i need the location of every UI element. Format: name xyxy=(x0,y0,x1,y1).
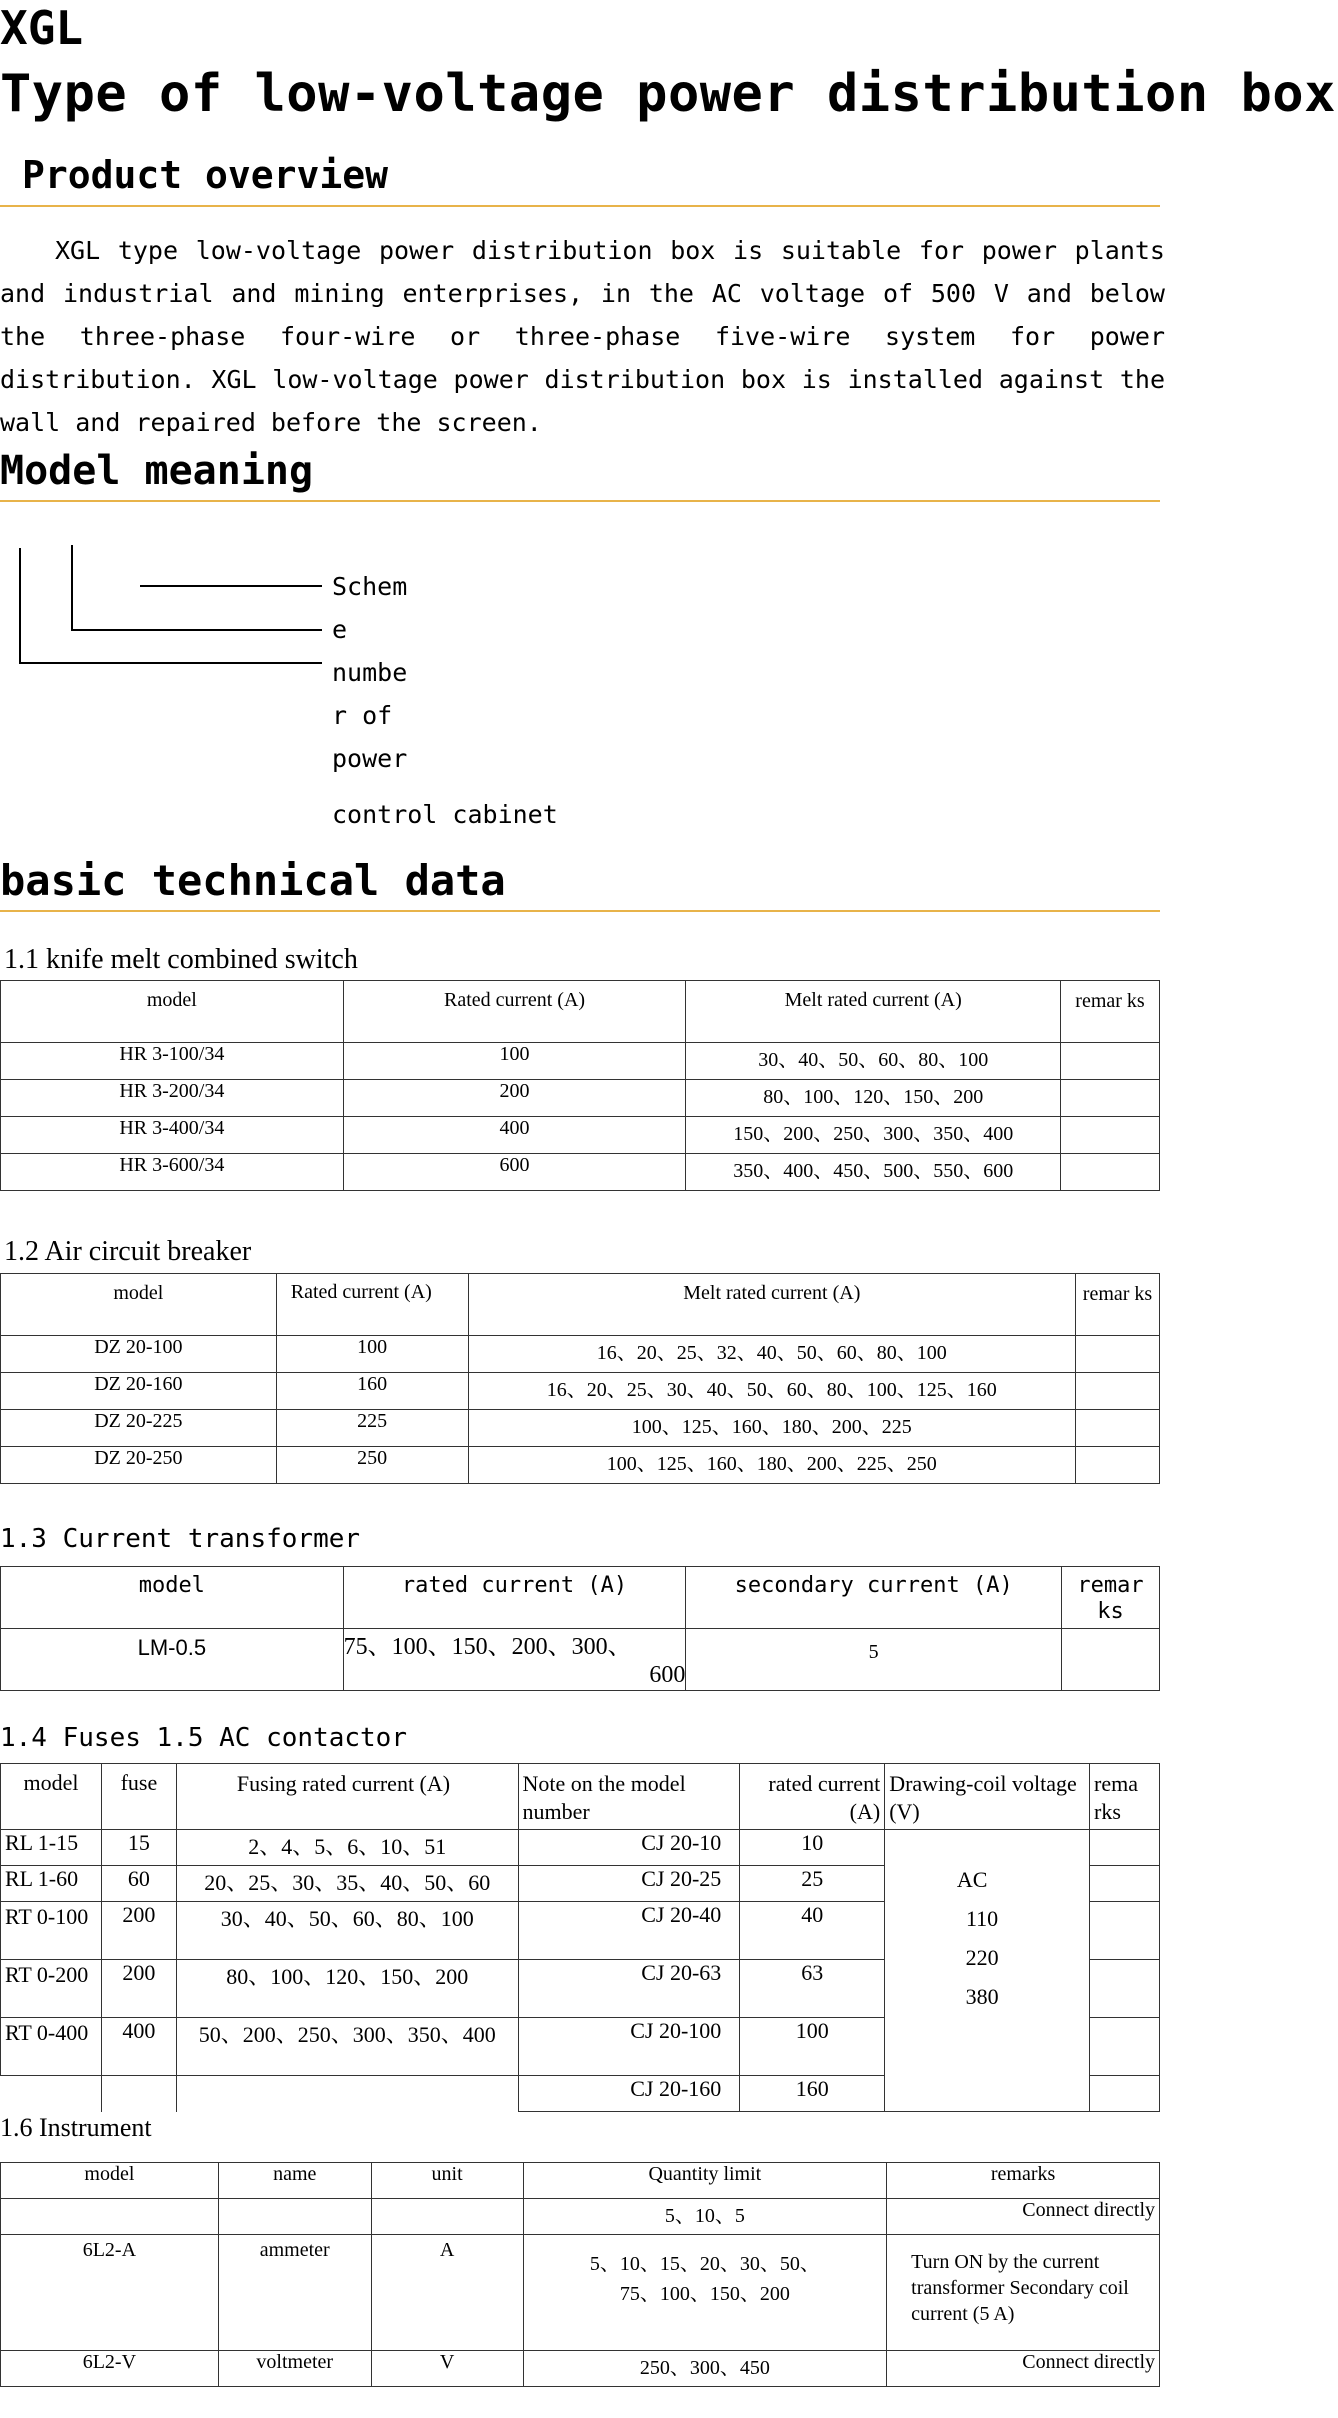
table-knife-switch xyxy=(0,980,1160,1191)
t16-cell xyxy=(371,2199,523,2235)
t14-cell: 200 xyxy=(101,1960,176,2018)
t12-cell: 16、20、25、30、40、50、60、80、100、125、160 xyxy=(468,1373,1075,1410)
table-row xyxy=(1,1373,1160,1410)
diagram-line xyxy=(71,629,322,631)
t13-cell xyxy=(1,1629,344,1691)
table-row xyxy=(1,1447,1160,1484)
t16-cell xyxy=(218,2199,371,2235)
model-label-3: r of xyxy=(332,701,393,730)
t11-cell: 30、40、50、60、80、100 xyxy=(686,1043,1061,1080)
table-instrument xyxy=(0,2162,1160,2387)
t14-cell xyxy=(1,2076,102,2112)
t13-rated-line1: 75、100、150、200、300、 xyxy=(343,1634,632,1660)
t12-cell: DZ 20-250 xyxy=(1,1447,277,1484)
t11-cell xyxy=(1061,1154,1160,1191)
t14-cell: 10 xyxy=(740,1830,885,1866)
t16-cell: ammeter xyxy=(218,2235,371,2351)
t11-header: model xyxy=(1,981,344,1043)
t13-rated-line2: 600 xyxy=(649,1662,686,1688)
t14-cell: 25 xyxy=(740,1866,885,1902)
t16-cell: voltmeter xyxy=(218,2351,371,2387)
t14-cell: RT 0-400 xyxy=(1,2018,102,2076)
t12-header: Rated current (A) xyxy=(276,1274,468,1336)
t11-cell: 200 xyxy=(343,1080,686,1117)
t14-header: model xyxy=(1,1764,102,1830)
t14-header: rated current (A) xyxy=(740,1764,885,1830)
t11-cell: 600 xyxy=(343,1154,686,1191)
t12-cell: 225 xyxy=(276,1410,468,1447)
t14-cell: 15 xyxy=(101,1830,176,1866)
table-row xyxy=(1,1043,1160,1080)
t12-caption: 1.2 Air circuit breaker xyxy=(4,1236,252,1267)
t14-cell xyxy=(1090,1830,1160,1866)
t13-header: model xyxy=(1,1567,344,1629)
t14-cell: 63 xyxy=(740,1960,885,2018)
t14-voltage: AC xyxy=(956,1867,988,1892)
overview-rule xyxy=(0,205,1160,207)
t12-cell xyxy=(1076,1410,1160,1447)
t11-cell: 150、200、250、300、350、400 xyxy=(686,1117,1061,1154)
table-row xyxy=(1,1154,1160,1191)
t14-cell xyxy=(1090,1902,1160,1960)
t12-cell: 100 xyxy=(276,1336,468,1373)
t14-header: Drawing-coil voltage (V) xyxy=(885,1764,1090,1830)
t16-limit-line2: 75、100、150、200 xyxy=(619,2283,790,2305)
t12-cell: 100、125、160、180、200、225 xyxy=(468,1410,1075,1447)
t12-cell: DZ 20-100 xyxy=(1,1336,277,1373)
t12-cell xyxy=(1076,1447,1160,1484)
t14-cell: CJ 20-10 xyxy=(518,1830,740,1866)
table-row xyxy=(1,1080,1160,1117)
t14-cell: 50、200、250、300、350、400 xyxy=(176,2018,518,2076)
model-meaning-rule xyxy=(0,500,1160,502)
t11-header: Melt rated current (A) xyxy=(686,981,1061,1043)
t14-cell xyxy=(1090,2076,1160,2112)
overview-heading: Product overview xyxy=(22,153,389,197)
t12-header: remar ks xyxy=(1076,1274,1160,1336)
t13-cell xyxy=(343,1629,686,1691)
t13-caption: 1.3 Current transformer xyxy=(0,1524,361,1554)
doc-title-line2: Type of low-voltage power distribution box xyxy=(0,64,1336,124)
t14-header: Note on the model number xyxy=(518,1764,740,1830)
t14-voltage: 220 xyxy=(965,1945,999,1970)
doc-title-line1: XGL xyxy=(0,1,84,55)
model-label-5: control cabinet xyxy=(332,800,558,829)
t12-header: model xyxy=(1,1274,277,1336)
t14-cell: RL 1-60 xyxy=(1,1866,102,1902)
t16-cell: 6L2-V xyxy=(1,2351,219,2387)
t14-cell: CJ 20-100 xyxy=(518,2018,740,2076)
model-label-4: power xyxy=(332,744,408,773)
t11-cell: 350、400、450、500、550、600 xyxy=(686,1154,1061,1191)
t16-header: Quantity limit xyxy=(523,2163,887,2199)
t16-cell: A xyxy=(371,2235,523,2351)
t12-cell: 16、20、25、32、40、50、60、80、100 xyxy=(468,1336,1075,1373)
t14-header: Fusing rated current (A) xyxy=(176,1764,518,1830)
t12-header: Melt rated current (A) xyxy=(468,1274,1075,1336)
t14-cell xyxy=(101,2076,176,2112)
t12-cell xyxy=(1076,1336,1160,1373)
t16-cell: Connect directly xyxy=(887,2351,1160,2387)
t12-cell: DZ 20-160 xyxy=(1,1373,277,1410)
diagram-line xyxy=(71,545,73,630)
t16-cell xyxy=(1,2199,219,2235)
model-label-1: e xyxy=(332,615,348,644)
t14-cell xyxy=(1090,1866,1160,1902)
table-row xyxy=(1,1410,1160,1447)
t16-cell: Connect directly xyxy=(887,2199,1160,2235)
t11-cell: HR 3-400/34 xyxy=(1,1117,344,1154)
t11-cell xyxy=(1061,1043,1160,1080)
t12-cell xyxy=(1076,1373,1160,1410)
t14-cell: CJ 20-160 xyxy=(518,2076,740,2112)
t12-cell: 160 xyxy=(276,1373,468,1410)
t11-cell: HR 3-200/34 xyxy=(1,1080,344,1117)
t14-cell: 200 xyxy=(101,1902,176,1960)
t12-cell: DZ 20-225 xyxy=(1,1410,277,1447)
t16-cell: 6L2-A xyxy=(1,2235,219,2351)
t14-voltage: 380 xyxy=(965,1984,999,2009)
table-row xyxy=(1,1830,1160,1866)
overview-text: XGL type low-voltage power distribution box is suitable for power plants and industrial and mining enterprises, in the AC voltage of 500 V and below the three-phase four-wire or three-phase five-wire system for power distribution. XGL low-voltage power distribution box is installed against the wall and repaired before the screen. xyxy=(0,236,1165,437)
t16-cell: Turn ON by the current transformer Secondary coil current (5 A) xyxy=(887,2235,1160,2351)
t14-caption: 1.4 Fuses 1.5 AC contactor xyxy=(0,1723,407,1753)
t14-cell: 2、4、5、6、10、51 xyxy=(176,1830,518,1866)
t14-header: rema rks xyxy=(1090,1764,1160,1830)
diagram-line xyxy=(140,585,322,587)
t14-voltage-cell xyxy=(885,1830,1090,2112)
table-row xyxy=(1,2351,1160,2387)
t14-cell: 100 xyxy=(740,2018,885,2076)
diagram-line xyxy=(19,662,322,664)
model-meaning-heading: Model meaning xyxy=(0,448,314,494)
t14-cell: RT 0-100 xyxy=(1,1902,102,1960)
t14-voltage: 110 xyxy=(966,1906,999,1931)
table-fuses-contactor xyxy=(0,1763,1160,2112)
t14-cell: 40 xyxy=(740,1902,885,1960)
t14-cell: CJ 20-25 xyxy=(518,1866,740,1902)
t11-cell xyxy=(1061,1117,1160,1154)
t16-header: remarks xyxy=(887,2163,1160,2199)
t12-cell: 250 xyxy=(276,1447,468,1484)
t11-cell xyxy=(1061,1080,1160,1117)
t16-header: unit xyxy=(371,2163,523,2199)
t14-cell: CJ 20-63 xyxy=(518,1960,740,2018)
t14-header: fuse xyxy=(101,1764,176,1830)
model-label-0: Schem xyxy=(332,572,408,601)
model-label-2: numbe xyxy=(332,658,408,687)
t14-cell xyxy=(1090,2018,1160,2076)
t16-cell: V xyxy=(371,2351,523,2387)
t11-caption: 1.1 knife melt combined switch xyxy=(4,944,358,975)
t12-cell: 100、125、160、180、200、225、250 xyxy=(468,1447,1075,1484)
t16-header: name xyxy=(218,2163,371,2199)
table-air-breaker xyxy=(0,1273,1160,1484)
t16-cell xyxy=(523,2235,887,2351)
t14-cell: 160 xyxy=(740,2076,885,2112)
t11-header-text: remar ks xyxy=(1075,990,1145,1012)
t14-cell: RT 0-200 xyxy=(1,1960,102,2018)
t11-cell: HR 3-100/34 xyxy=(1,1043,344,1080)
t11-header xyxy=(1061,981,1160,1043)
t13-header: secondary current (A) xyxy=(686,1567,1062,1629)
basic-rule xyxy=(0,910,1160,912)
t13-header: rated current (A) xyxy=(343,1567,686,1629)
t13-model: LM-0.5 xyxy=(137,1635,207,1660)
t16-limit-line1: 5、10、15、20、30、50、 xyxy=(589,2253,820,2275)
t14-cell xyxy=(176,2076,518,2112)
t11-cell: 80、100、120、150、200 xyxy=(686,1080,1061,1117)
t14-cell: 400 xyxy=(101,2018,176,2076)
table-row xyxy=(1,2235,1160,2351)
t14-cell: CJ 20-40 xyxy=(518,1902,740,1960)
t11-cell: 100 xyxy=(343,1043,686,1080)
t13-cell xyxy=(1062,1629,1160,1691)
t14-cell: 80、100、120、150、200 xyxy=(176,1960,518,2018)
table-row xyxy=(1,1117,1160,1154)
t11-cell: 400 xyxy=(343,1117,686,1154)
diagram-line xyxy=(19,548,21,663)
t11-cell: HR 3-600/34 xyxy=(1,1154,344,1191)
table-row xyxy=(1,1629,1160,1691)
table-row xyxy=(1,1336,1160,1373)
table-current-transformer xyxy=(0,1566,1160,1691)
t16-cell: 250、300、450 xyxy=(523,2351,887,2387)
t11-header: Rated current (A) xyxy=(343,981,686,1043)
t14-cell: 20、25、30、35、40、50、60 xyxy=(176,1866,518,1902)
t14-cell: 30、40、50、60、80、100 xyxy=(176,1902,518,1960)
t14-cell: RL 1-15 xyxy=(1,1830,102,1866)
t14-cell: 60 xyxy=(101,1866,176,1902)
basic-heading: basic technical data xyxy=(0,856,506,905)
t14-cell xyxy=(1090,1960,1160,2018)
t16-caption: 1.6 Instrument xyxy=(0,2113,152,2142)
table-row xyxy=(1,2199,1160,2235)
t13-header: remar ks xyxy=(1062,1567,1160,1629)
t16-header: model xyxy=(1,2163,219,2199)
t13-cell: 5 xyxy=(686,1629,1062,1691)
t16-cell: 5、10、5 xyxy=(523,2199,887,2235)
